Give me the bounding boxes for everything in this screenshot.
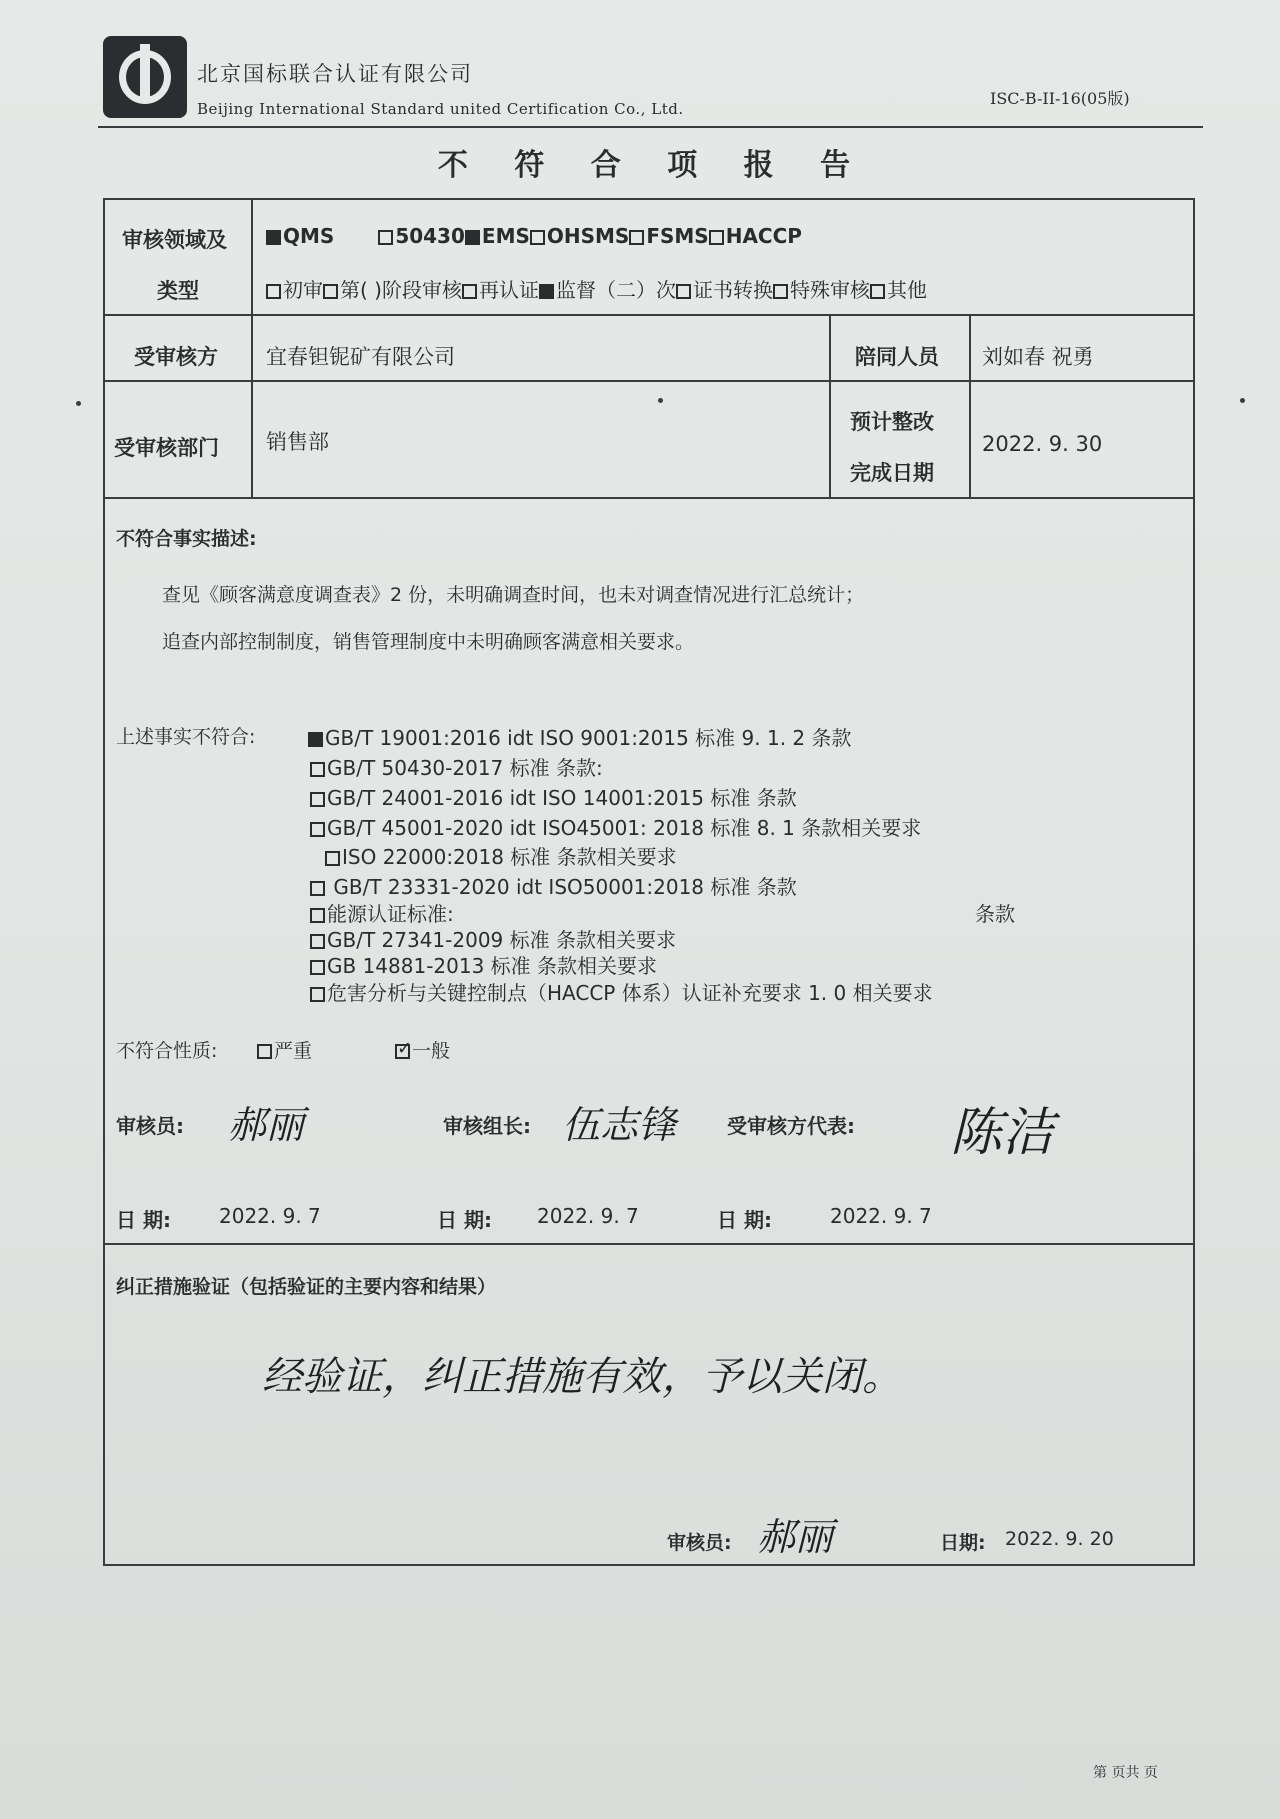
audit-type-label: 第( )阶段审核 (340, 278, 462, 302)
system-checkbox[interactable] (378, 230, 393, 245)
standard-checkbox[interactable] (308, 732, 323, 747)
system-label: HACCP (725, 224, 802, 248)
system-option (709, 224, 802, 248)
audit-type-label: 初审 (283, 278, 323, 302)
standard-item (310, 977, 933, 1006)
system-checkbox[interactable] (465, 230, 480, 245)
date-label-3: 日 期: (717, 1208, 772, 1232)
audit-type-label: 其他 (886, 278, 927, 302)
date-value-1: 2022. 9. 7 (219, 1204, 321, 1228)
date-value-2: 2022. 9. 7 (537, 1204, 639, 1228)
standard-checkbox[interactable] (310, 960, 325, 975)
nature-serious (257, 1036, 312, 1063)
col-divider (251, 198, 253, 499)
audit-type-checkbox[interactable] (870, 284, 885, 299)
due-date-value: 2022. 9. 30 (982, 432, 1103, 456)
standard-item (310, 812, 921, 841)
document-title: 不 符 合 项 报 告 (437, 148, 869, 183)
system-option (465, 224, 530, 248)
nature-general (395, 1036, 450, 1063)
standard-text: GB/T 45001-2020 idt ISO45001: 2018 标准 8. 1 条款相关要求 (327, 816, 922, 840)
standard-checkbox[interactable] (310, 987, 325, 1002)
audit-scope-label-2: 类型 (157, 279, 199, 303)
verification-auditor-label: 审核员: (667, 1532, 732, 1554)
company-name-cn: 北京国标联合认证有限公司 (197, 62, 473, 86)
audit-type-checkbox[interactable] (539, 284, 554, 299)
system-option (266, 224, 334, 248)
audit-scope-label-1: 审核领域及 (122, 228, 227, 252)
leader-signature: 伍志锋 (562, 1103, 677, 1147)
row-divider (103, 314, 1195, 316)
system-label: 50430 (395, 224, 465, 248)
system-option (530, 224, 629, 248)
standard-text: ISO 22000:2018 标准 条款相关要求 (342, 845, 677, 869)
nonconformity-line-2: 追查内部控制制度，销售管理制度中未明确顾客满意相关要求。 (162, 631, 695, 653)
company-logo (103, 36, 187, 118)
auditee-value: 宜春钽铌矿有限公司 (266, 345, 455, 369)
row-divider (103, 497, 1195, 499)
audit-type-option (323, 278, 462, 302)
due-date-label-1: 预计整改 (850, 410, 934, 434)
company-name-en: Beijing International Standard united Certification Co., Ltd. (197, 100, 684, 118)
col-divider (969, 314, 971, 499)
standard-item (310, 950, 657, 979)
standard-checkbox[interactable] (310, 822, 325, 837)
standard-checkbox[interactable] (310, 908, 325, 923)
audit-type-checkbox[interactable] (773, 284, 788, 299)
document-code: ISC-B-II-16(05版) (990, 89, 1130, 108)
standard-text: 危害分析与关键控制点（HACCP 体系）认证补充要求 1. 0 相关要求 (327, 981, 933, 1005)
standard-text: GB/T 24001-2016 idt ISO 14001:2015 标准 条款 (327, 786, 797, 810)
audit-type-checkbox[interactable] (462, 284, 477, 299)
general-text: 一般 (412, 1040, 451, 1062)
date-value-3: 2022. 9. 7 (830, 1204, 932, 1228)
nonconformity-label: 不符合事实描述: (116, 528, 257, 550)
audit-type-checkbox[interactable] (266, 284, 281, 299)
system-label: OHSMS (546, 224, 630, 248)
system-label: EMS (481, 224, 530, 248)
escort-value: 刘如春 祝勇 (982, 345, 1094, 369)
date-label-1: 日 期: (116, 1208, 171, 1232)
audit-type-label: 特殊审核 (789, 278, 870, 302)
standards-label: 上述事实不符合: (116, 726, 256, 748)
audit-type-checkbox[interactable] (676, 284, 691, 299)
standard-item (310, 898, 454, 927)
standard-checkbox[interactable] (310, 762, 325, 777)
standard-item (325, 841, 677, 870)
nonconformity-line-1: 查见《顾客满意度调查表》2 份，未明确调查时间，也未对调查情况进行汇总统计； (162, 584, 865, 606)
due-date-label-2: 完成日期 (850, 461, 934, 485)
verification-label: 纠正措施验证（包括验证的主要内容和结果） (116, 1276, 497, 1298)
standard-item (310, 871, 797, 900)
system-checkbox[interactable] (530, 230, 545, 245)
system-option (629, 224, 708, 248)
standard-item (308, 722, 852, 751)
audit-type-option (462, 278, 539, 302)
system-label: FSMS (646, 224, 709, 248)
verification-date-value: 2022. 9. 20 (1005, 1528, 1114, 1550)
page-number: 第 页共 页 (1093, 1765, 1158, 1781)
audit-type-option (870, 278, 927, 302)
audit-type-label: 监督（二）次 (555, 278, 676, 302)
audit-type-option (266, 278, 323, 302)
standard-item (310, 924, 676, 953)
general-checkbox[interactable]: ✓ (397, 1038, 413, 1059)
row-divider (103, 380, 1195, 382)
audit-type-label: 再认证 (478, 278, 539, 302)
department-label: 受审核部门 (114, 436, 219, 460)
standard-suffix: 条款 (975, 902, 1015, 926)
row-divider (103, 1243, 1195, 1245)
audit-type-checkbox[interactable] (323, 284, 338, 299)
standard-text: GB/T 27341-2009 标准 条款相关要求 (327, 928, 676, 952)
audit-type-checkboxes (266, 274, 927, 303)
auditee-label: 受审核方 (134, 345, 218, 369)
rep-signature: 陈洁 (950, 1103, 1055, 1163)
standard-checkbox[interactable] (310, 934, 325, 949)
standard-checkbox[interactable] (310, 792, 325, 807)
serious-text: 严重 (274, 1040, 313, 1062)
verification-auditor-signature: 郝丽 (757, 1515, 834, 1559)
rep-label: 受审核方代表: (727, 1114, 855, 1138)
system-label: QMS (283, 224, 335, 248)
system-checkbox[interactable] (629, 230, 644, 245)
system-checkbox[interactable] (266, 230, 281, 245)
standard-text: GB/T 19001:2016 idt ISO 9001:2015 标准 9. 1. 2 条款 (325, 726, 852, 750)
audit-type-option (676, 278, 773, 302)
auditor-label: 审核员: (116, 1114, 184, 1138)
standard-text: GB/T 23331-2020 idt ISO50001:2018 标准 条款 (327, 875, 797, 899)
leader-label: 审核组长: (443, 1114, 531, 1138)
date-label-2: 日 期: (437, 1208, 492, 1232)
audit-type-label: 证书转换 (692, 278, 773, 302)
auditor-signature: 郝丽 (228, 1103, 305, 1147)
standard-checkbox[interactable] (325, 851, 340, 866)
escort-label: 陪同人员 (855, 345, 939, 369)
standard-item (310, 752, 603, 781)
audit-type-option (539, 278, 676, 302)
nature-label: 不符合性质: (116, 1040, 218, 1062)
department-value: 销售部 (266, 430, 329, 454)
standard-item (310, 782, 797, 811)
stray-mark (658, 398, 663, 403)
standard-text: 能源认证标准: (327, 902, 454, 926)
verification-handwritten: 经验证，纠正措施有效，予以关闭。 (262, 1354, 902, 1400)
audit-type-option (773, 278, 870, 302)
standard-text: GB/T 50430-2017 标准 条款: (327, 756, 603, 780)
stray-mark (1240, 398, 1245, 403)
serious-checkbox[interactable] (257, 1044, 272, 1059)
system-checkboxes (266, 224, 802, 248)
stray-mark (76, 401, 81, 406)
standard-checkbox[interactable] (310, 881, 325, 896)
col-divider (829, 314, 831, 499)
system-checkbox[interactable] (709, 230, 724, 245)
standard-text: GB 14881-2013 标准 条款相关要求 (327, 954, 658, 978)
verification-date-label: 日期: (940, 1532, 986, 1554)
system-option (378, 224, 465, 248)
header-divider (98, 126, 1203, 128)
